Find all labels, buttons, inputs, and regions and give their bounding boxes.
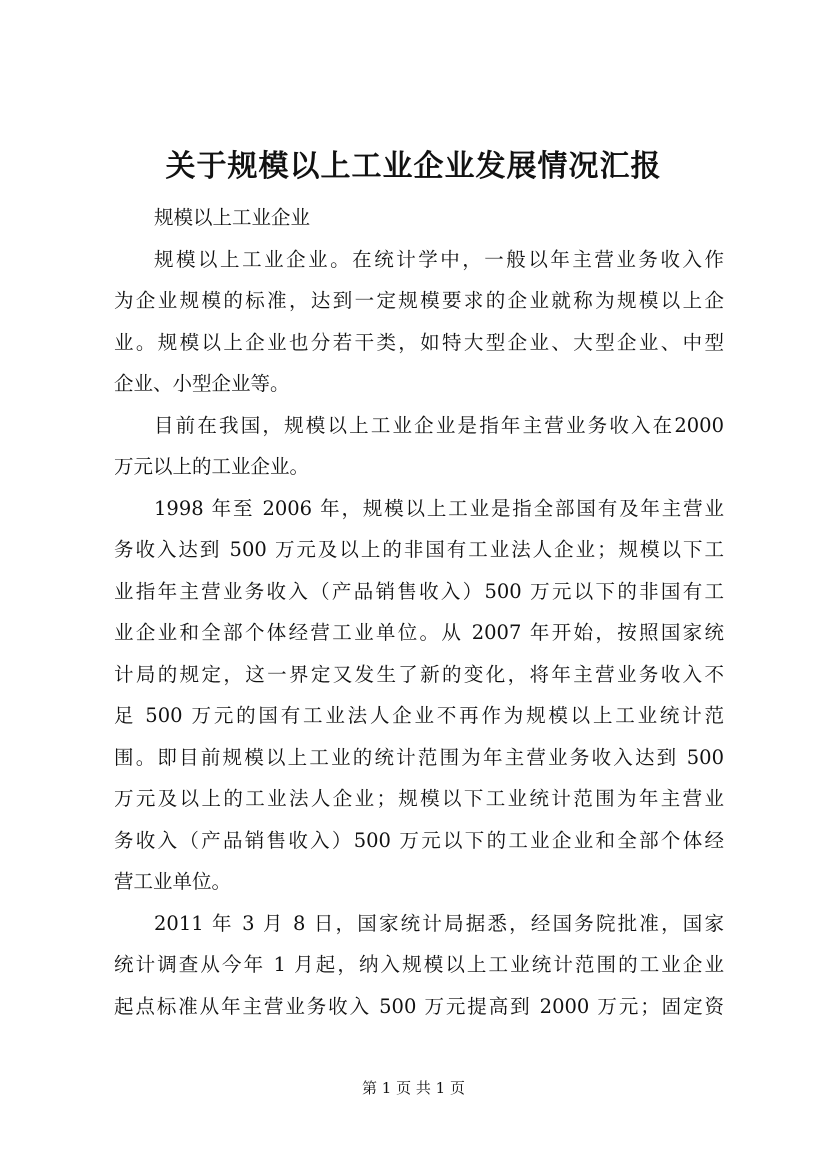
paragraph-line: 业。规模以上企业也分若干类，如特大型企业、大型企业、中型 (114, 330, 724, 354)
paragraph-line: 为企业规模的标准，达到一定规模要求的企业就称为规模以上企 (114, 289, 724, 312)
paragraph-line: 务收入（产品销售收入）500 万元以下的工业企业和全部个体经 (114, 828, 724, 852)
paragraph-line: 计局的规定，这一界定又发生了新的变化，将年主营业务收入不 (114, 662, 724, 686)
paragraph-line: 万元及以上的工业法人企业；规模以下工业统计范围为年主营业 (114, 787, 724, 810)
document-body (114, 197, 724, 1027)
paragraph-line: 万元以上的工业企业。 (114, 455, 310, 478)
paragraph-line: 企业、小型企业等。 (114, 372, 290, 395)
paragraph-line: 统计调查从今年 1 月起，纳入规模以上工业统计范围的工业企业 (114, 953, 724, 976)
paragraph-line: 1998 年至 2006 年，规模以上工业是指全部国有及年主营业 (154, 496, 724, 520)
paragraph-line: 规模以上工业企业。在统计学中，一般以年主营业务收入作 (154, 247, 724, 271)
document-title: 关于规模以上工业企业发展情况汇报 (165, 149, 662, 184)
paragraph-line: 营工业单位。 (114, 870, 232, 893)
paragraph-line: 2011 年 3 月 8 日，国家统计局据悉，经国务院批准，国家 (154, 911, 724, 935)
subheading: 规模以上工业企业 (154, 206, 311, 229)
page-footer: 第 1 页 共 1 页 (362, 1079, 465, 1097)
paragraph-line: 起点标准从年主营业务收入 500 万元提高到 2000 万元；固定资 (114, 994, 724, 1018)
paragraph-line: 业指年主营业务收入（产品销售收入）500 万元以下的非国有工 (114, 579, 724, 603)
paragraph-line: 目前在我国，规模以上工业企业是指年主营业务收入在2000 (154, 413, 724, 437)
paragraph-line: 足 500 万元的国有工业法人企业不再作为规模以上工业统计范 (114, 704, 724, 727)
paragraph-line: 业企业和全部个体经营工业单位。从 2007 年开始，按照国家统 (114, 621, 724, 644)
paragraph-line: 务收入达到 500 万元及以上的非国有工业法人企业；规模以下工 (114, 538, 724, 561)
paragraph-line: 围。即目前规模以上工业的统计范围为年主营业务收入达到 500 (114, 745, 724, 769)
